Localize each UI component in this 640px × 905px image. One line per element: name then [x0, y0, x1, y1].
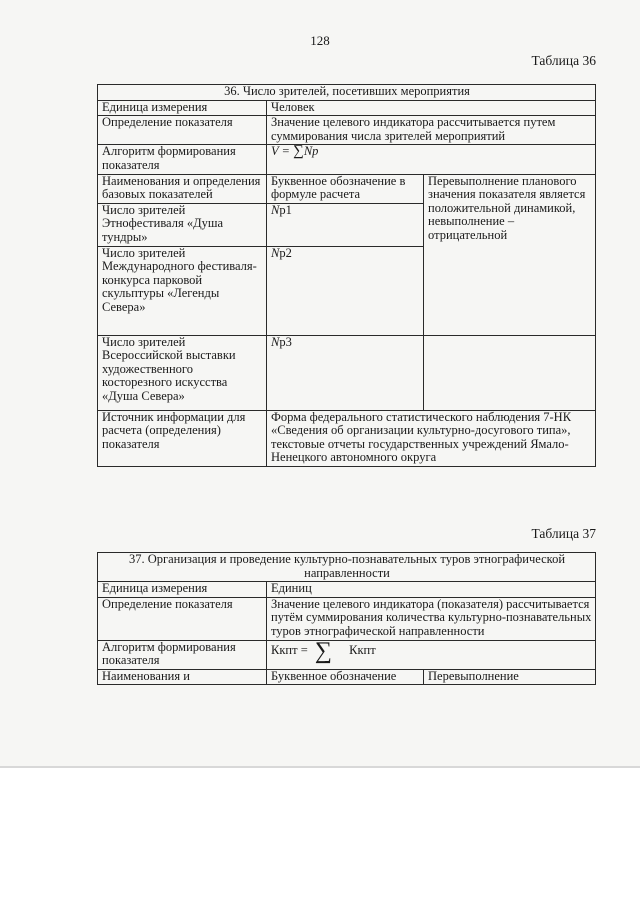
- table-row: [98, 410, 596, 466]
- row-name: Число зрителей Международного фестиваля-конкурса парковой скульптуры «Легенды Севера»: [98, 246, 267, 335]
- algorithm-label: Алгоритм формирования показателя: [98, 145, 267, 174]
- table-row: [98, 85, 596, 101]
- table-row: [98, 582, 596, 598]
- row-var-n: N: [271, 202, 280, 217]
- row-var-sub: p3: [279, 334, 292, 349]
- definition-value: Значение целевого индикатора (показателя) рассчитывается путём суммирования количества культурно-познавательных туров этнографической направленности: [267, 597, 596, 640]
- table-row: [98, 116, 596, 145]
- table-title: 37. Организация и проведение культурно-познавательных туров этнографической направленности: [98, 553, 596, 582]
- page-edge: [0, 766, 640, 768]
- row-var: [267, 203, 424, 246]
- row-name: Число зрителей Всероссийской выставки художественного косторезного искусства «Душа Севера»: [98, 335, 267, 410]
- formula-lhs: V: [271, 144, 279, 159]
- names-label: Наименования и определения базовых показателей: [98, 174, 267, 203]
- table-36: [97, 84, 596, 467]
- table-row: [98, 145, 596, 174]
- formula: [267, 637, 596, 669]
- note: Перевыполнение планового значения показателя является положительной динамикой, невыполнение – отрицательной: [424, 174, 596, 335]
- letter-label: Буквенное обозначение в формуле расчета: [267, 174, 424, 203]
- unit-value: Человек: [267, 100, 596, 116]
- sum-symbol: ∑: [293, 143, 304, 160]
- table-row: [98, 100, 596, 116]
- formula-lhs: Ккпт =: [271, 642, 308, 657]
- table-37: [97, 552, 596, 685]
- table-row: [98, 553, 596, 582]
- table-title: 36. Число зрителей, посетивших мероприятия: [98, 85, 596, 101]
- table-row: [98, 335, 596, 410]
- names-label: Наименования и: [98, 669, 267, 685]
- source-value: Форма федерального статистического наблюдения 7-НК «Сведения об организации культурно-досугового типа», текстовые отчеты государственных учреждений Ямало-Ненецкого автономного округа: [267, 410, 596, 466]
- algorithm-label: Алгоритм формирования показателя: [98, 640, 267, 669]
- table-37-caption: Таблица 37: [531, 526, 596, 541]
- table-36-caption: Таблица 36: [531, 53, 596, 68]
- unit-label: Единица измерения: [98, 582, 267, 598]
- unit-value: Единиц: [267, 582, 596, 598]
- formula-expression: [271, 637, 376, 664]
- table-row: [98, 669, 596, 685]
- empty-cell: [424, 335, 596, 410]
- table-row: [98, 597, 596, 640]
- formula-rhs: Ккпт: [349, 642, 376, 657]
- row-var-n: N: [271, 334, 280, 349]
- letter-label: Буквенное обозначение: [267, 669, 424, 685]
- unit-label: Единица измерения: [98, 100, 267, 116]
- row-var-sub: p1: [279, 202, 292, 217]
- definition-label: Определение показателя: [98, 597, 267, 640]
- definition-label: Определение показателя: [98, 116, 267, 145]
- row-name: Число зрителей Этнофестиваля «Душа тундры»: [98, 203, 267, 246]
- page-number: 128: [310, 33, 330, 48]
- table-row: [98, 640, 596, 669]
- formula-expression: [271, 144, 318, 158]
- definition-value: Значение целевого индикатора рассчитывается путем суммирования числа зрителей мероприятий: [267, 116, 596, 145]
- note: Перевыполнение: [424, 669, 596, 685]
- row-var: [267, 335, 424, 410]
- row-var-sub: p2: [279, 245, 292, 260]
- row-var: [267, 246, 424, 335]
- formula: [267, 145, 596, 174]
- formula-rhs: Np: [303, 144, 319, 159]
- table-row: [98, 174, 596, 203]
- row-var-n: N: [271, 245, 280, 260]
- source-label: Источник информации для расчета (определения) показателя: [98, 410, 267, 466]
- sum-symbol: ∑: [314, 637, 332, 664]
- formula-eq: =: [281, 144, 290, 159]
